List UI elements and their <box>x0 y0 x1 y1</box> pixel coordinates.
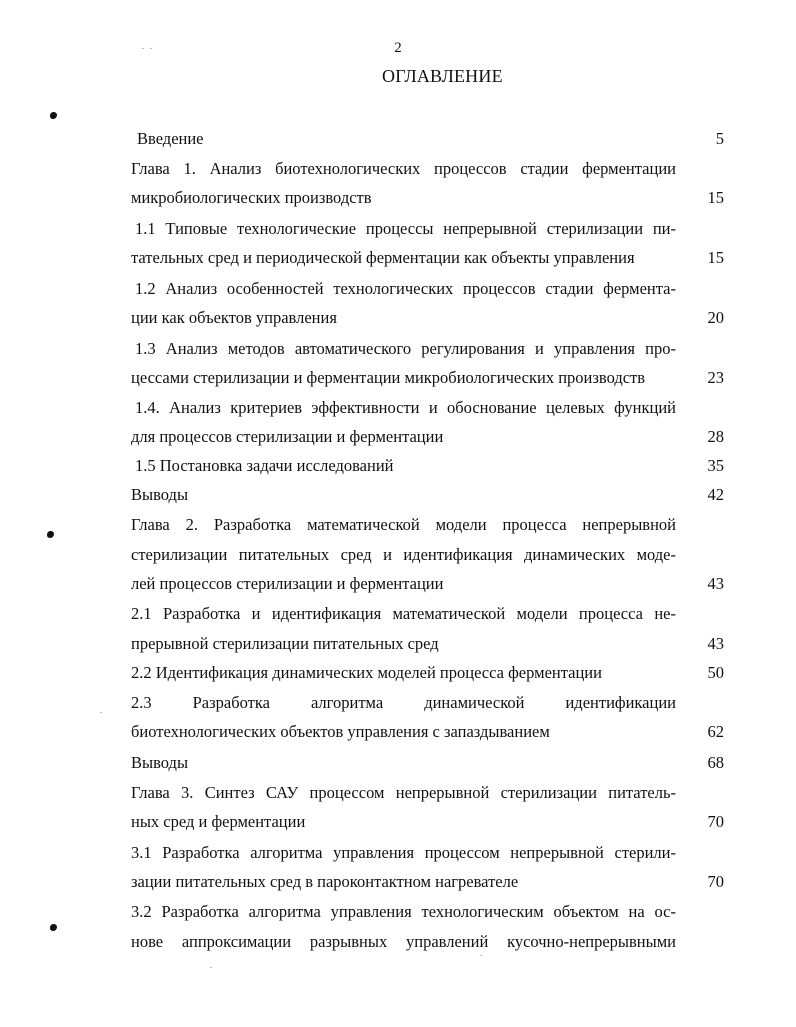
toc-line: Глава 1. Анализ биотехнологических процессов стадии ферментации <box>131 159 676 178</box>
toc-line: нове аппроксимации разрывных управлений кусочно-непрерывными <box>131 932 676 951</box>
toc-line: для процессов стерилизации и ферментации <box>131 427 444 446</box>
scan-speck <box>100 712 102 713</box>
toc-page-number: 70 <box>707 812 724 831</box>
toc-line: 3.2 Разработка алгоритма управления технологическим объектом на ос- <box>131 902 676 921</box>
toc-line: лей процессов стерилизации и ферментации <box>131 574 444 593</box>
toc-page-number: 28 <box>707 427 724 446</box>
scan-speck <box>210 967 212 968</box>
page-number: 2 <box>394 40 402 56</box>
toc-line: тательных сред и периодической ферментации как объекты управления <box>131 248 635 267</box>
toc-page-number: 15 <box>707 248 724 267</box>
toc-line: 1.1 Типовые технологические процессы непрерывной стерилизации пи- <box>135 219 676 238</box>
toc-line: стерилизации питательных сред и идентификация динамических моде- <box>131 545 676 564</box>
scan-speck <box>480 955 482 956</box>
toc-page-number: 62 <box>707 722 724 741</box>
scan-mark <box>50 112 57 119</box>
toc-line: Введение <box>137 129 204 148</box>
toc-page-number: 43 <box>707 634 724 653</box>
toc-page-number: 23 <box>707 368 724 387</box>
toc-line: ных сред и ферментации <box>131 812 306 831</box>
toc-page-number: 5 <box>715 129 724 148</box>
toc-line: ции как объектов управления <box>131 308 337 327</box>
toc-page-number: 68 <box>707 753 724 772</box>
toc-line: Глава 3. Синтез САУ процессом непрерывной стерилизации питатель- <box>131 783 676 802</box>
toc-line: Выводы <box>131 485 189 504</box>
toc-page-number: 43 <box>707 574 724 593</box>
toc-page-number: 35 <box>707 456 724 475</box>
scan-mark <box>50 924 57 931</box>
scan-mark <box>47 531 54 538</box>
toc-line: 1.4. Анализ критериев эффективности и обоснование целевых функций <box>135 398 676 417</box>
toc-line: 1.3 Анализ методов автоматического регулирования и управления про- <box>135 339 676 358</box>
toc-line: 1.5 Постановка задачи исследований <box>135 456 394 475</box>
scan-speck <box>142 48 144 49</box>
toc-page-number: 42 <box>707 485 724 504</box>
toc-line: прерывной стерилизации питательных сред <box>131 634 439 653</box>
toc-line: 2.3 Разработка алгоритма динамической идентификации <box>131 693 676 712</box>
scan-speck <box>150 48 152 49</box>
toc-line: зации питательных сред в пароконтактном нагревателе <box>131 872 519 891</box>
toc-line: 1.2 Анализ особенностей технологических процессов стадии фермента- <box>135 279 676 298</box>
toc-line: цессами стерилизации и ферментации микробиологических производств <box>131 368 646 387</box>
toc-line: Глава 2. Разработка математической модели процесса непрерывной <box>131 515 676 534</box>
toc-page-number: 15 <box>707 188 724 207</box>
toc-line: 2.1 Разработка и идентификация математической модели процесса не- <box>131 604 676 623</box>
page-title: ОГЛАВЛЕНИЕ <box>382 66 503 86</box>
toc-page-number: 50 <box>707 663 724 682</box>
toc-page-number: 20 <box>707 308 724 327</box>
toc-line: 3.1 Разработка алгоритма управления процессом непрерывной стерили- <box>131 843 676 862</box>
toc-page-number: 70 <box>707 872 724 891</box>
toc-line: микробиологических производств <box>131 188 372 207</box>
toc-line: 2.2 Идентификация динамических моделей процесса ферментации <box>131 663 602 682</box>
toc-line: биотехнологических объектов управления с запаздыванием <box>131 722 550 741</box>
toc-line: Выводы <box>131 753 189 772</box>
